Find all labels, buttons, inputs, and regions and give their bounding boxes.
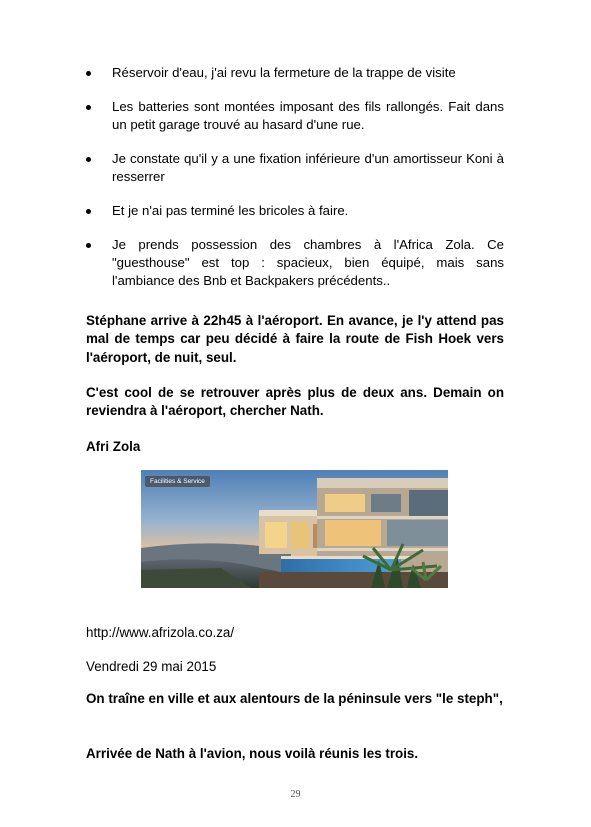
- section-heading: Afri Zola: [86, 439, 141, 454]
- list-item: [86, 64, 504, 82]
- list-item: [86, 98, 504, 134]
- list-item-text: Et je n'ai pas terminé les bricoles à faire.: [112, 203, 349, 218]
- outing-paragraph: On traîne en ville et aux alentours de la péninsule vers "le steph",: [86, 691, 503, 706]
- list-item: [86, 202, 504, 220]
- guesthouse-photo: [141, 470, 448, 588]
- reunion-paragraph: C'est cool de se retrouver après plus de deux ans. Demain on reviendra à l'aéroport, chercher Nath.: [86, 385, 504, 419]
- guesthouse-photo-illustration: [141, 470, 448, 588]
- arrival-paragraph: Stéphane arrive à 22h45 à l'aéroport. En avance, je l'y attend pas mal de temps car peu décidé à faire la route de Fish Hoek vers l'aéroport, de nuit, seul.: [86, 313, 504, 365]
- bullet-icon: [86, 105, 91, 110]
- list-item: [86, 150, 504, 186]
- photo-badge: Facilities & Service: [145, 476, 210, 487]
- website-link[interactable]: http://www.afrizola.co.za/: [86, 625, 235, 640]
- list-item-text: Je prends possession des chambres à l'Africa Zola. Ce "guesthouse" est top : spacieux, bien équipé, mais sans l'ambiance des Bnb et Backpakers précédents..: [112, 237, 504, 288]
- bullet-icon: [86, 209, 91, 214]
- list-item-text: Je constate qu'il y a une fixation inférieure d'un amortisseur Koni à resserrer: [112, 151, 504, 184]
- list-item-text: Réservoir d'eau, j'ai revu la fermeture de la trappe de visite: [112, 65, 456, 80]
- list-item-text: Les batteries sont montées imposant des fils rallongés. Fait dans un petit garage trouvé au hasard d'une rue.: [112, 99, 504, 132]
- date-line: Vendredi 29 mai 2015: [86, 659, 217, 674]
- bullet-icon: [86, 71, 91, 76]
- nath-arrival-paragraph: Arrivée de Nath à l'avion, nous voilà réunis les trois.: [86, 746, 419, 761]
- bullet-icon: [86, 243, 91, 248]
- bullet-icon: [86, 157, 91, 162]
- bullet-list: [86, 64, 504, 306]
- page-number: 29: [290, 789, 301, 800]
- list-item: [86, 236, 504, 290]
